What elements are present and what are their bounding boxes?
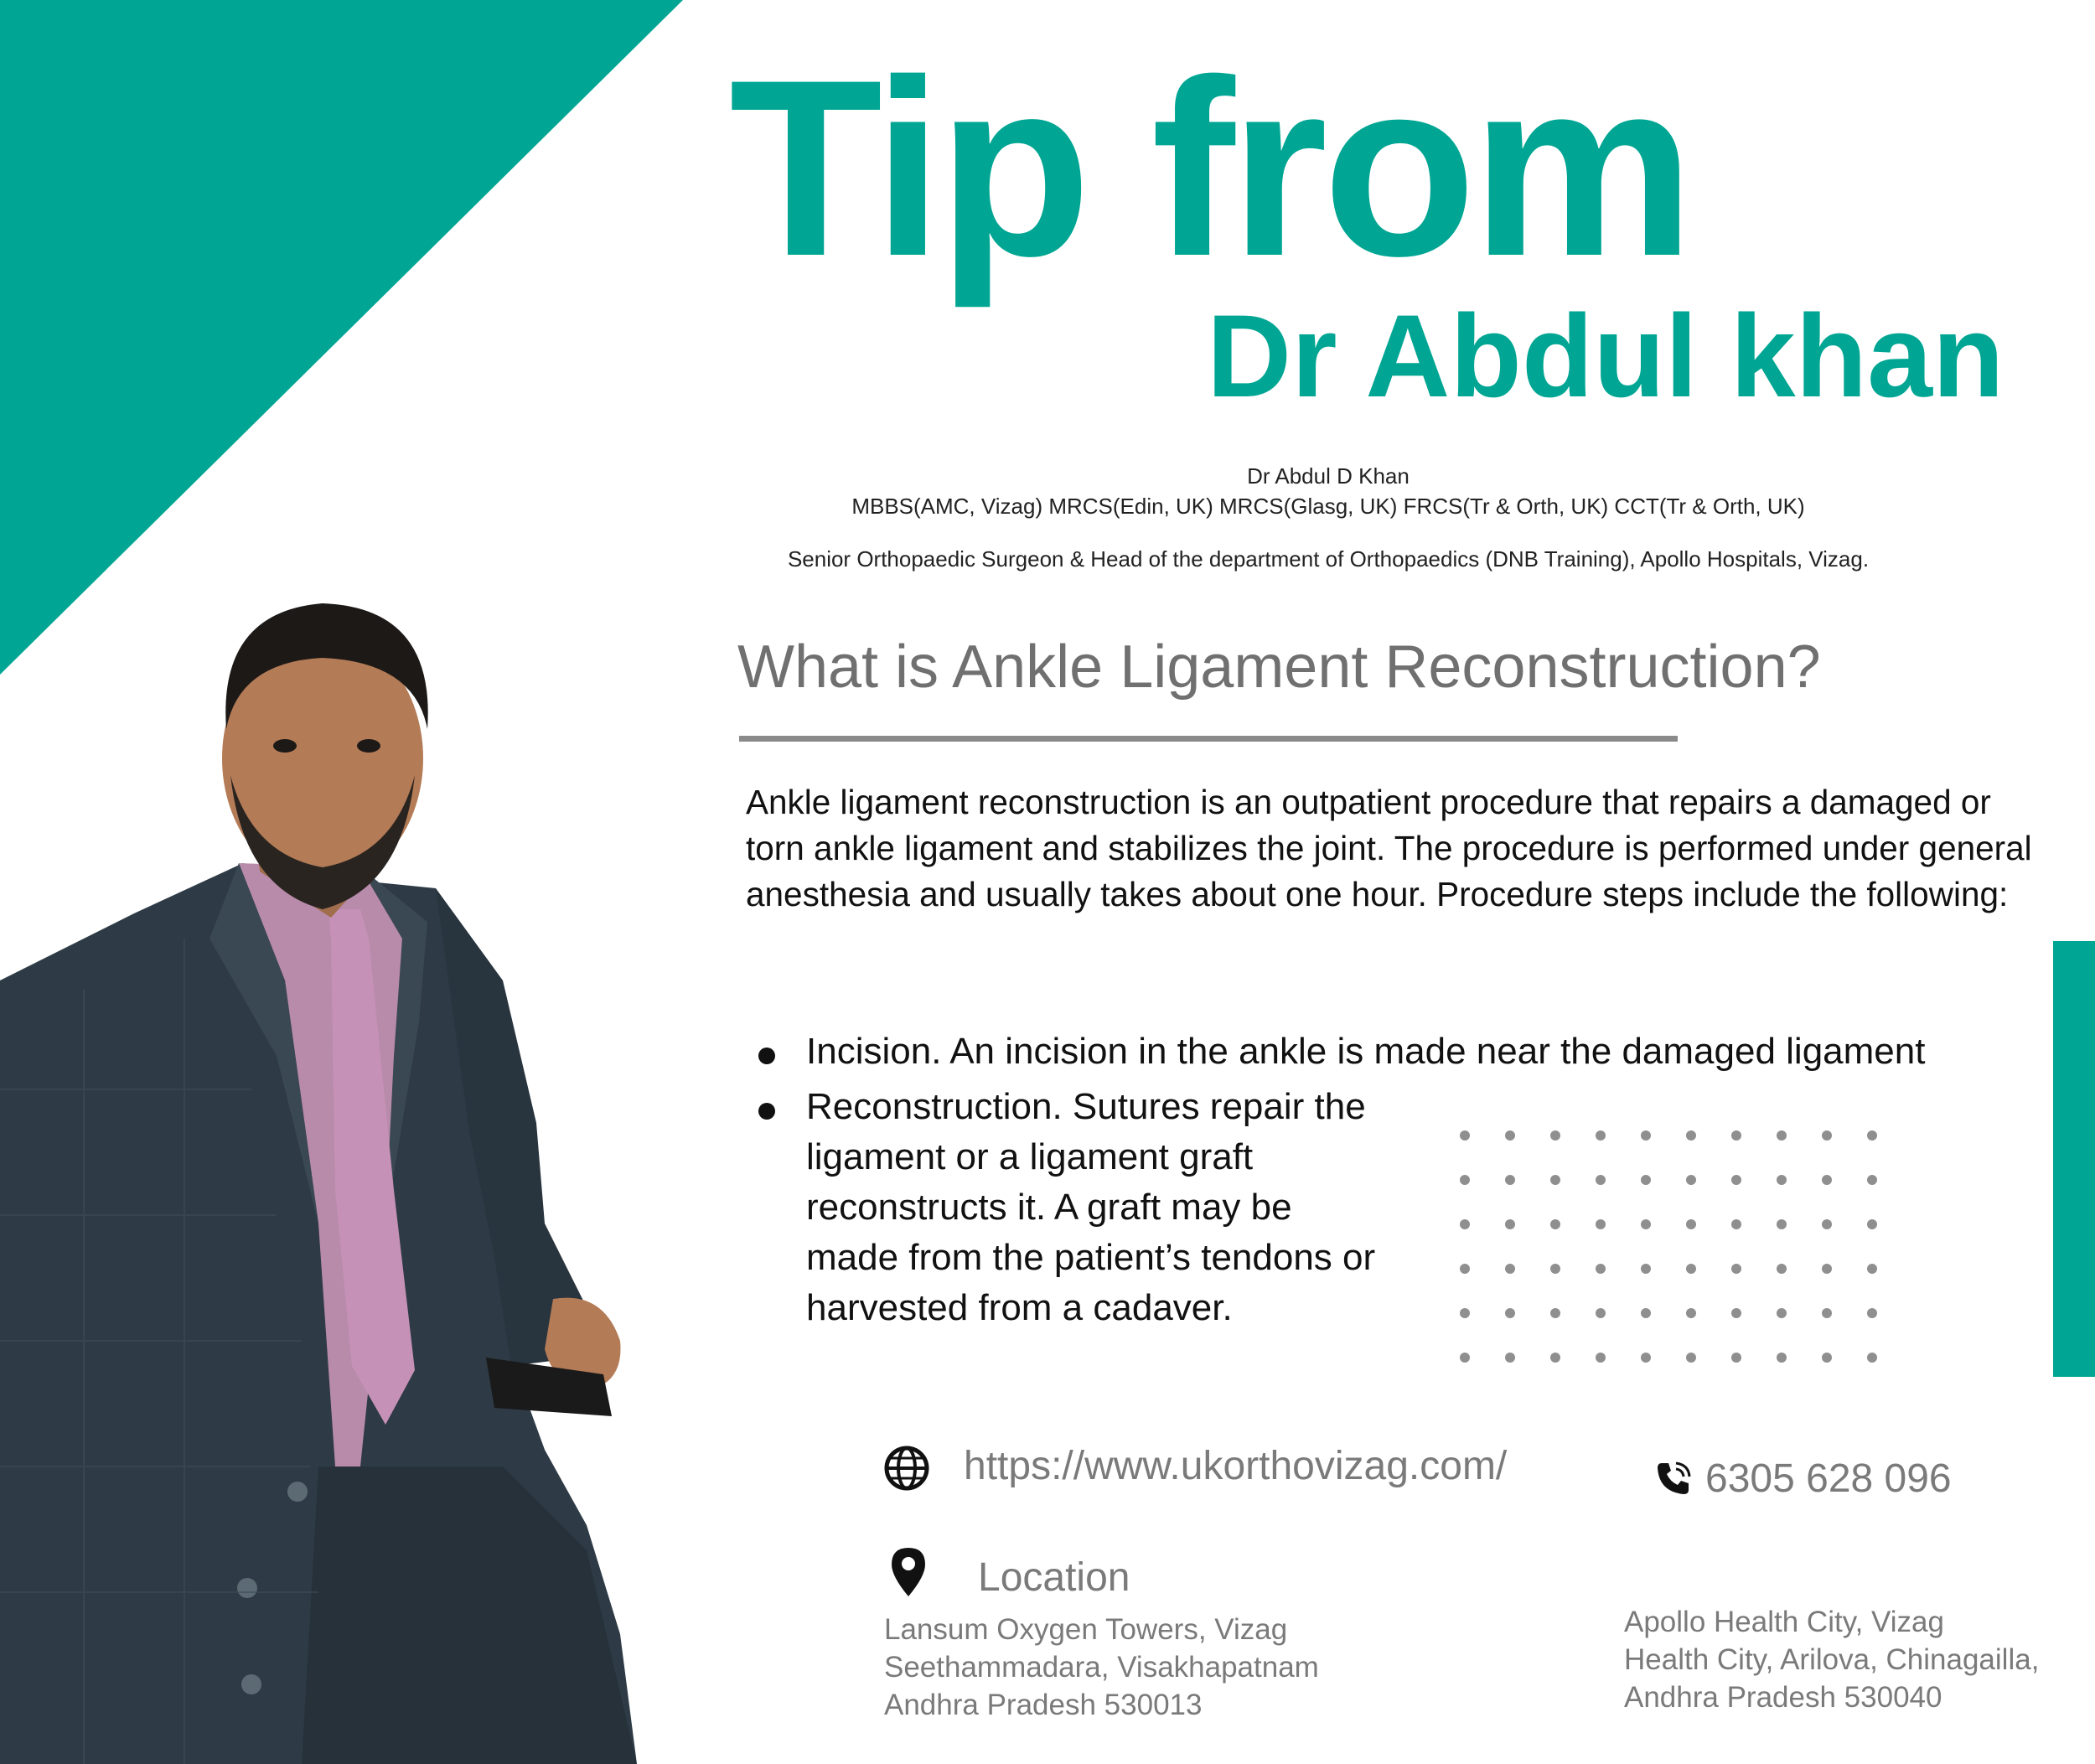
grid-dot <box>1777 1353 1787 1363</box>
grid-dot <box>1686 1219 1696 1229</box>
grid-dot <box>1505 1219 1515 1229</box>
grid-dot <box>1777 1219 1787 1229</box>
list-item <box>758 1082 1384 1333</box>
grid-dot <box>1505 1175 1515 1185</box>
title-underline <box>739 736 1678 742</box>
grid-dot <box>1867 1219 1877 1229</box>
grid-dot <box>1731 1175 1741 1185</box>
grid-dot <box>1505 1130 1515 1141</box>
clinic-address-seethammadara <box>884 1611 1319 1724</box>
grid-dot <box>1550 1264 1560 1274</box>
grid-dot <box>1867 1308 1877 1318</box>
map-pin-icon <box>890 1546 927 1598</box>
grid-dot <box>1460 1175 1470 1185</box>
grid-dot <box>1596 1264 1606 1274</box>
website-link[interactable]: https://www.ukorthovizag.com/ <box>964 1444 1508 1488</box>
grid-dot <box>1505 1264 1515 1274</box>
grid-dot <box>1641 1308 1651 1318</box>
grid-dot <box>1867 1175 1877 1185</box>
doctor-photo <box>0 587 654 1764</box>
grid-dot <box>1550 1175 1560 1185</box>
grid-dot <box>1731 1264 1741 1274</box>
grid-dot <box>1867 1130 1877 1141</box>
article-intro: Ankle ligament reconstruction is an outpatient procedure that repairs a damaged or torn ankle ligament and stabilizes the joint. The procedure is performed under general anesthesia and usually takes about one hour. Procedure steps include the following: <box>746 783 2032 913</box>
address-line: Apollo Health City, Vizag <box>1624 1606 1944 1638</box>
doctor-qualifications: MBBS(AMC, Vizag) MRCS(Edin, UK) MRCS(Glasg, UK) FRCS(Tr & Orth, UK) CCT(Tr & Orth, UK) <box>851 494 1805 519</box>
headline-doctor-name: Dr Abdul khan <box>1207 290 2004 422</box>
grid-dot <box>1686 1130 1696 1141</box>
bullet-dot <box>758 1103 775 1120</box>
grid-dot <box>1596 1308 1606 1318</box>
accent-side-bar <box>2053 941 2095 1377</box>
grid-dot <box>1641 1219 1651 1229</box>
grid-dot <box>1686 1264 1696 1274</box>
grid-dot <box>1777 1308 1787 1318</box>
grid-dot <box>1686 1175 1696 1185</box>
grid-dot <box>1596 1175 1606 1185</box>
list-item-text: Reconstruction. Sutures repair the ligament or a ligament graft reconstructs it. A graft may be made from the patient’s tendons or harvested from a cadaver. <box>806 1086 1376 1328</box>
article-title: What is Ankle Ligament Reconstruction? <box>737 634 1821 701</box>
grid-dot <box>1505 1308 1515 1318</box>
grid-dot <box>1777 1175 1787 1185</box>
grid-dot <box>1822 1264 1832 1274</box>
grid-dot <box>1641 1130 1651 1141</box>
grid-dot <box>1550 1308 1560 1318</box>
grid-dot <box>1822 1130 1832 1141</box>
grid-dot <box>1867 1353 1877 1363</box>
grid-dot <box>1731 1130 1741 1141</box>
grid-dot <box>1596 1219 1606 1229</box>
grid-dot <box>1641 1264 1651 1274</box>
headline-tip-from: Tip from <box>729 27 1690 308</box>
location-label: Location <box>978 1555 1130 1600</box>
doctor-credentials <box>721 461 1936 521</box>
grid-dot <box>1460 1308 1470 1318</box>
grid-dot <box>1550 1353 1560 1363</box>
clinic-address-apollo <box>1624 1603 2039 1716</box>
grid-dot <box>1460 1264 1470 1274</box>
grid-dot <box>1731 1219 1741 1229</box>
decorative-dot-grid <box>1456 1127 1892 1370</box>
grid-dot <box>1686 1308 1696 1318</box>
grid-dot <box>1822 1219 1832 1229</box>
grid-dot <box>1596 1353 1606 1363</box>
grid-dot <box>1460 1353 1470 1363</box>
grid-dot <box>1550 1130 1560 1141</box>
grid-dot <box>1641 1353 1651 1363</box>
grid-dot <box>1731 1308 1741 1318</box>
phone-icon <box>1655 1460 1692 1497</box>
address-line: Lansum Oxygen Towers, Vizag <box>884 1613 1288 1646</box>
grid-dot <box>1777 1130 1787 1141</box>
grid-dot <box>1460 1130 1470 1141</box>
grid-dot <box>1641 1175 1651 1185</box>
grid-dot <box>1505 1353 1515 1363</box>
grid-dot <box>1822 1175 1832 1185</box>
grid-dot <box>1822 1353 1832 1363</box>
doctor-full-name: Dr Abdul D Khan <box>1247 463 1410 489</box>
address-line: Seethammadara, Visakhapatnam <box>884 1651 1319 1684</box>
globe-icon <box>884 1446 929 1491</box>
grid-dot <box>1686 1353 1696 1363</box>
grid-dot <box>1777 1264 1787 1274</box>
list-item-text: Incision. An incision in the ankle is made near the damaged ligament <box>806 1031 1926 1072</box>
bullet-dot <box>758 1048 775 1064</box>
grid-dot <box>1460 1219 1470 1229</box>
address-line: Andhra Pradesh 530013 <box>884 1689 1203 1721</box>
grid-dot <box>1550 1219 1560 1229</box>
address-line: Health City, Arilova, Chinagailla, <box>1624 1643 2040 1676</box>
address-line: Andhra Pradesh 530040 <box>1624 1681 1942 1714</box>
grid-dot <box>1867 1264 1877 1274</box>
grid-dot <box>1822 1308 1832 1318</box>
grid-dot <box>1596 1130 1606 1141</box>
grid-dot <box>1731 1353 1741 1363</box>
doctor-position: Senior Orthopaedic Surgeon & Head of the department of Orthopaedics (DNB Training), Apollo Hospitals, Vizag. <box>787 546 1870 572</box>
phone-number[interactable]: 6305 628 096 <box>1705 1456 1952 1501</box>
list-item <box>758 1027 2049 1077</box>
